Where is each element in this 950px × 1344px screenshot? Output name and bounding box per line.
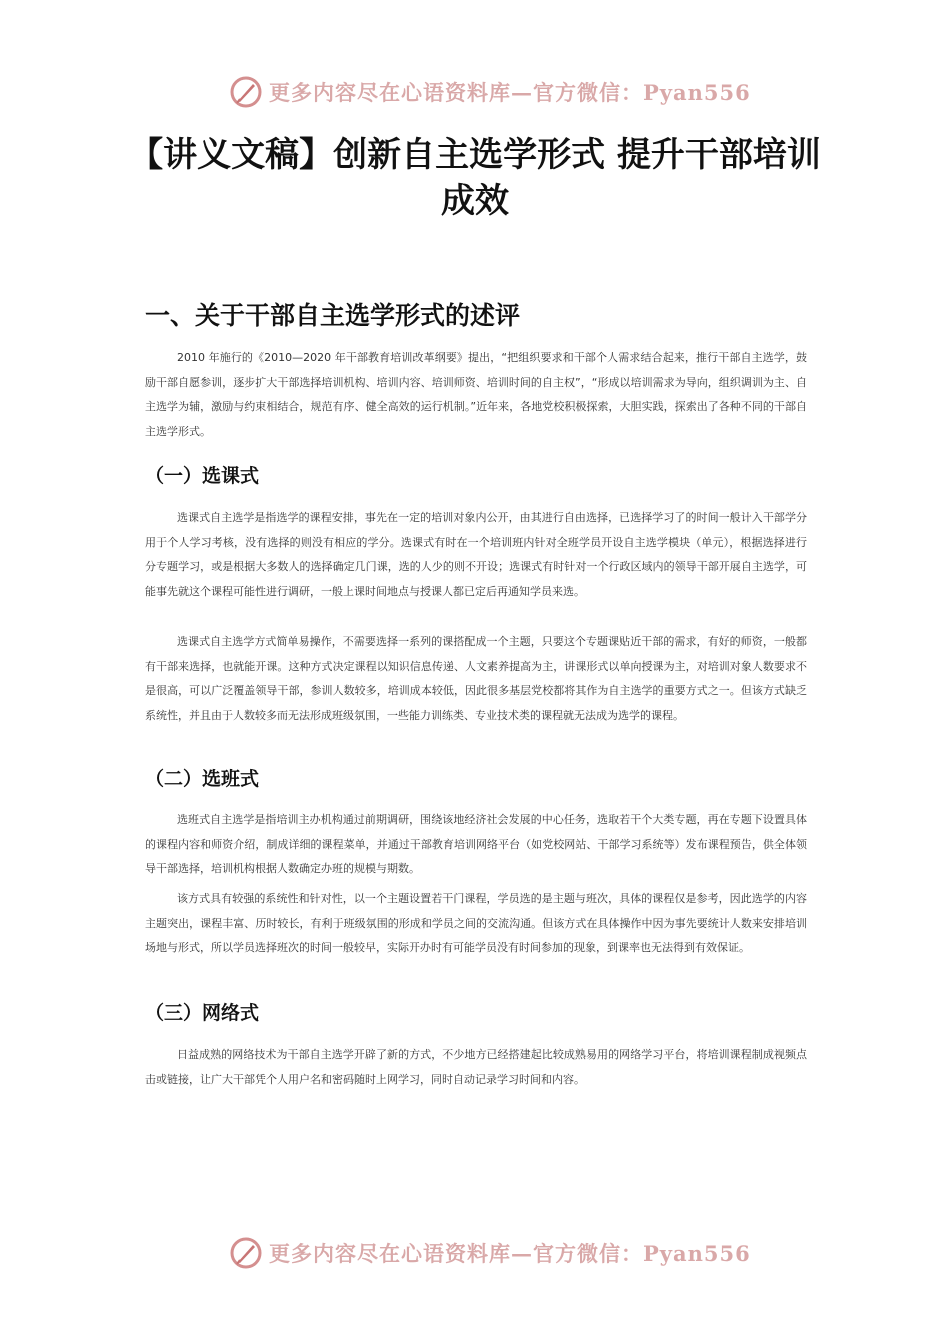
footer-banner — [229, 1233, 751, 1273]
paragraph: 该方式具有较强的系统性和针对性，以一个主题设置若干门课程，学员选的是主题与班次，具体的课程仅是参考，因此选学的内容主题突出，课程丰富、历时较长，有利于班级氛围的形成和学员之间的交流沟通。但该方式在具体操作中因为事先要统计人数来安排培训场地与形式，所以学员选择班次的时间一般较早，实际开办时有可能学员没有时间参加的现象，到课率也无法得到有效保证。 — [145, 892, 807, 954]
quill-logo-icon — [229, 75, 263, 109]
section-heading: 一、关于干部自主选学形式的述评 — [145, 301, 521, 330]
document-title: 【讲义文稿】创新自主选学形式 提升干部培训成效 — [129, 135, 821, 221]
subsection-heading: （二）选班式 — [145, 768, 260, 790]
subsection-heading: （一）选课式 — [145, 465, 260, 487]
subsection-heading: （三）网络式 — [145, 1002, 260, 1024]
paragraph: 选课式自主选学是指选学的课程安排，事先在一定的培训对象内公开，由其进行自由选择，已选择学习了的时间一般计入干部学分用于个人学习考核，没有选择的则没有相应的学分。选课式有时在一个培训班内针对全班学员开设自主选学模块（单元），根据选择进行分专题学习，或是根据大多数人的选择确定几门课，选的人少的则不开设；选课式有时针对一个行政区域内的领导干部开展自主选学，可能事先就这个课程可能性进行调研，一般上课时间地点与授课人都已定后再通知学员来选。 — [145, 511, 807, 598]
header-banner — [229, 72, 751, 112]
paragraph: 选班式自主选学是指培训主办机构通过前期调研，围绕该地经济社会发展的中心任务，选取若干个大类专题，再在专题下设置具体的课程内容和师资介绍，制成详细的课程菜单，并通过干部教育培训网络平台（如党校网站、干部学习系统等）发布课程预告，供全体领导干部选择，培训机构根据人数确定办班的规模与期数。 — [145, 813, 807, 875]
banner-text: 更多内容尽在心语资料库—官方微信：Pyan556 — [269, 1241, 751, 1266]
paragraph: 日益成熟的网络技术为干部自主选学开辟了新的方式，不少地方已经搭建起比较成熟易用的网络学习平台，将培训课程制成视频点击或链接，让广大干部凭个人用户名和密码随时上网学习，同时自动记录学习时间和内容。 — [145, 1048, 807, 1086]
paragraph: 选课式自主选学方式简单易操作，不需要选择一系列的课搭配成一个主题，只要这个专题课贴近干部的需求，有好的师资，一般都有干部来选择，也就能开课。这种方式决定课程以知识信息传递、人文素养提高为主，讲课形式以单向授课为主，对培训对象人数要求不是很高，可以广泛覆盖领导干部，参训人数较多，培训成本较低，因此很多基层党校都将其作为自主选学的重要方式之一。但该方式缺乏系统性，并且由于人数较多而无法形成班级氛围，一些能力训练类、专业技术类的课程就无法成为选学的课程。 — [145, 635, 807, 722]
banner-text: 更多内容尽在心语资料库—官方微信：Pyan556 — [269, 80, 751, 105]
quill-logo-icon — [229, 1236, 263, 1270]
paragraph: 2010 年施行的《2010—2020 年干部教育培训改革纲要》提出，“把组织要求和干部个人需求结合起来，推行干部自主选学，鼓励干部自愿参训，逐步扩大干部选择培训机构、培训内容、培训师资、培训时间的自主权”，“形成以培训需求为导向，组织调训为主、自主选学为辅，激励与约束相结合，规范有序、健全高效的运行机制。”近年来，各地党校积极探索，大胆实践，探索出了各种不同的干部自主选学形式。 — [145, 351, 807, 438]
